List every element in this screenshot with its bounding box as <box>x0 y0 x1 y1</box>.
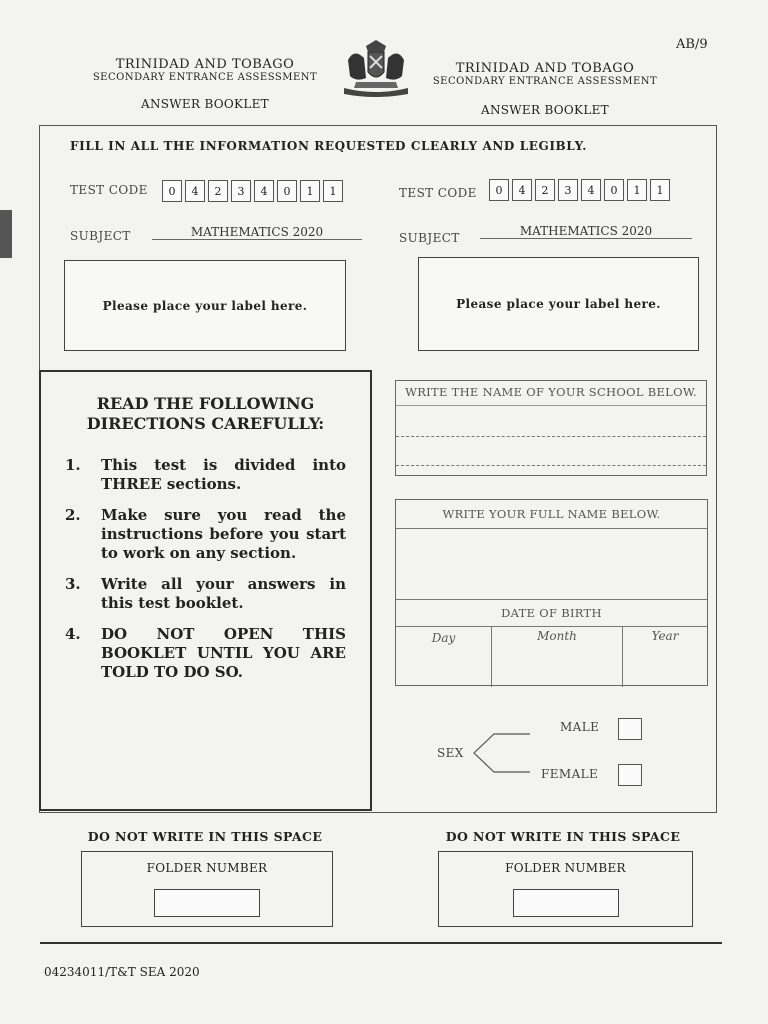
direction-number: 2. <box>65 506 81 524</box>
header-left <box>80 57 330 111</box>
header-right-booklet: ANSWER BOOKLET <box>481 103 609 117</box>
full-name-field[interactable] <box>396 529 707 600</box>
fill-in-instruction: FILL IN ALL THE INFORMATION REQUESTED CLEARLY AND LEGIBLY. <box>70 139 587 153</box>
bottom-rule <box>40 942 722 944</box>
direction-item <box>41 456 370 494</box>
subject-label-right: SUBJECT <box>399 231 460 245</box>
side-tab <box>0 210 12 258</box>
full-name-box <box>395 499 708 686</box>
male-checkbox[interactable] <box>618 718 642 740</box>
test-code-digit-box: 4 <box>512 179 532 201</box>
page-code: AB/9 <box>676 37 708 52</box>
test-code-digit-box: 1 <box>650 179 670 201</box>
test-code-label-right: TEST CODE <box>399 186 477 200</box>
header-left-title: TRINIDAD AND TOBAGO <box>115 57 295 72</box>
coat-of-arms-emblem <box>340 38 412 100</box>
directions-title-line1: READ THE FOLLOWING <box>96 394 315 413</box>
test-code-digit-box: 1 <box>627 179 647 201</box>
test-code-digit-box: 1 <box>323 180 343 202</box>
dob-year-field[interactable] <box>623 627 707 687</box>
label-box-left <box>64 260 346 351</box>
test-code-digit-box: 3 <box>558 179 578 201</box>
school-line-1[interactable] <box>396 436 706 437</box>
folder-box-left <box>81 851 333 927</box>
direction-number: 1. <box>65 456 81 474</box>
footer-code: 04234011/T&T SEA 2020 <box>44 965 200 979</box>
test-code-digit-box: 0 <box>604 179 624 201</box>
directions-title-line2: DIRECTIONS CAREFULLY: <box>86 414 325 433</box>
folder-box-right <box>438 851 693 927</box>
test-code-digit-box: 2 <box>208 180 228 202</box>
direction-item <box>41 575 370 613</box>
direction-text: Make sure you read the instructions before you start to work on any section. <box>101 506 346 562</box>
direction-text: Write all your answers in this test booklet. <box>101 575 346 612</box>
directions-box <box>39 370 372 811</box>
school-line-2[interactable] <box>396 465 706 466</box>
dob-month-field[interactable] <box>492 627 623 687</box>
folder-number-field-right[interactable] <box>513 889 619 917</box>
test-code-digit-box: 1 <box>300 180 320 202</box>
test-code-digit-box: 2 <box>535 179 555 201</box>
dob-month-label: Month <box>537 629 577 643</box>
subject-label-left: SUBJECT <box>70 229 131 243</box>
full-name-heading: WRITE YOUR FULL NAME BELOW. <box>396 500 707 529</box>
label-placeholder-right: Please place your label here. <box>456 297 661 311</box>
test-code-boxes-left <box>162 180 352 202</box>
direction-text: This test is divided into THREE sections. <box>101 456 346 493</box>
folder-number-label-right: FOLDER NUMBER <box>505 861 626 875</box>
direction-text: DO NOT OPEN THIS BOOKLET UNTIL YOU ARE TOLD TO DO SO. <box>101 625 346 681</box>
folder-number-field-left[interactable] <box>154 889 260 917</box>
label-placeholder-left: Please place your label here. <box>102 298 308 313</box>
header-right-title: TRINIDAD AND TOBAGO <box>455 61 635 76</box>
dob-day-field[interactable] <box>396 627 492 687</box>
test-code-digit-box: 0 <box>277 180 297 202</box>
test-code-digit-box: 4 <box>254 180 274 202</box>
sex-bracket <box>470 732 534 780</box>
subject-value-left: MATHEMATICS 2020 <box>152 225 362 240</box>
header-left-subtitle: SECONDARY ENTRANCE ASSESSMENT <box>92 72 318 83</box>
female-label: FEMALE <box>541 767 599 781</box>
do-not-write-right: DO NOT WRITE IN THIS SPACE <box>445 829 681 844</box>
header-right <box>420 61 670 117</box>
female-checkbox[interactable] <box>618 764 642 786</box>
folder-number-label-left: FOLDER NUMBER <box>146 861 268 875</box>
test-code-digit-box: 4 <box>185 180 205 202</box>
male-label: MALE <box>560 720 600 734</box>
direction-item <box>41 625 370 682</box>
header-right-subtitle: SECONDARY ENTRANCE ASSESSMENT <box>432 76 658 87</box>
dob-heading: DATE OF BIRTH <box>396 600 707 627</box>
school-name-box <box>395 380 707 476</box>
test-code-boxes-right <box>489 179 679 201</box>
direction-number: 4. <box>65 625 81 643</box>
test-code-digit-box: 4 <box>581 179 601 201</box>
direction-number: 3. <box>65 575 81 593</box>
subject-value-right: MATHEMATICS 2020 <box>480 224 692 239</box>
test-code-digit-box: 3 <box>231 180 251 202</box>
direction-item <box>41 506 370 563</box>
dob-day-label: Day <box>431 631 456 645</box>
test-code-label-left: TEST CODE <box>70 183 148 197</box>
school-name-heading: WRITE THE NAME OF YOUR SCHOOL BELOW. <box>405 385 697 399</box>
header-left-booklet: ANSWER BOOKLET <box>141 97 269 111</box>
test-code-digit-box: 0 <box>489 179 509 201</box>
sex-label: SEX <box>437 746 464 760</box>
directions-list <box>41 456 370 682</box>
test-code-digit-box: 0 <box>162 180 182 202</box>
dob-year-label: Year <box>651 629 679 643</box>
do-not-write-left: DO NOT WRITE IN THIS SPACE <box>87 829 323 844</box>
label-box-right <box>418 257 699 351</box>
